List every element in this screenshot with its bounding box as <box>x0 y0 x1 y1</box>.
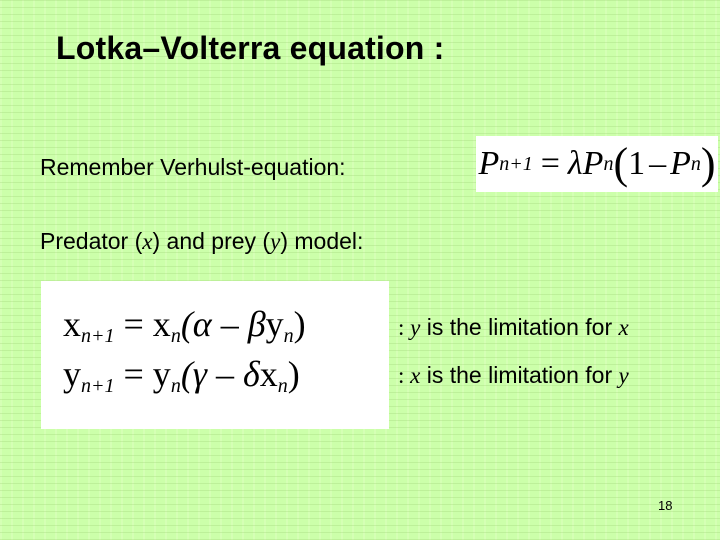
limitation-note-1 <box>398 314 629 341</box>
verhulst-one: 1 <box>628 145 646 182</box>
predator-text-3: ) model: <box>280 228 364 254</box>
eq2-close: ) <box>287 354 300 394</box>
equation-x <box>63 303 306 348</box>
verhulst-lambda: λ <box>567 145 583 182</box>
verhulst-equation <box>476 136 718 192</box>
eq1-var: x <box>63 304 81 344</box>
eq2-x: x <box>259 354 278 394</box>
limitation-note-2 <box>398 362 629 389</box>
equation-y <box>63 353 300 398</box>
note2-var1: x <box>410 363 421 388</box>
note2-var2: y <box>618 363 629 388</box>
eq1-sub1: n+1 <box>81 325 115 347</box>
eq1-sub3: n <box>283 325 294 347</box>
note2-colon: : <box>398 363 411 388</box>
verhulst-minus: – <box>649 145 667 182</box>
predator-text-1: Predator ( <box>40 228 143 254</box>
predator-y: y <box>270 229 281 254</box>
eq2-open: (γ – δ <box>180 354 260 394</box>
verhulst-lhs-sub: n+1 <box>499 152 533 175</box>
verhulst-p-sub: n <box>603 152 614 175</box>
eq1-close: ) <box>293 304 306 344</box>
verhulst-p2: P <box>670 145 691 182</box>
note1-text: is the limitation for <box>420 314 619 340</box>
eq2-sub3: n <box>277 375 288 397</box>
eq2-var: y <box>63 354 81 394</box>
verhulst-open-paren: ( <box>613 139 629 188</box>
eq2-sub1: n+1 <box>81 375 115 397</box>
note1-var1: y <box>410 315 421 340</box>
slide-title: Lotka–Volterra equation : <box>56 30 445 66</box>
verhulst-p2-sub: n <box>690 152 701 175</box>
note1-colon: : <box>398 315 411 340</box>
predator-x: x <box>142 229 153 254</box>
remember-label: Remember Verhulst-equation: <box>40 154 346 180</box>
lotka-volterra-equations <box>41 281 389 429</box>
page-number: 18 <box>658 498 673 513</box>
predator-text-2: ) and prey ( <box>152 228 271 254</box>
eq2-rhs: = y <box>114 354 171 394</box>
predator-prey-line <box>40 228 363 255</box>
verhulst-p: P <box>582 145 604 182</box>
eq1-sub2: n <box>170 325 181 347</box>
verhulst-close-paren: ) <box>700 139 716 188</box>
eq1-open: (α – β <box>180 304 266 344</box>
note2-text: is the limitation for <box>420 362 619 388</box>
eq1-rhs: = x <box>114 304 171 344</box>
note1-var2: x <box>618 315 629 340</box>
verhulst-equals: = <box>540 145 560 182</box>
eq2-sub2: n <box>170 375 181 397</box>
eq1-y: y <box>265 304 284 344</box>
verhulst-lhs: P <box>478 145 500 182</box>
